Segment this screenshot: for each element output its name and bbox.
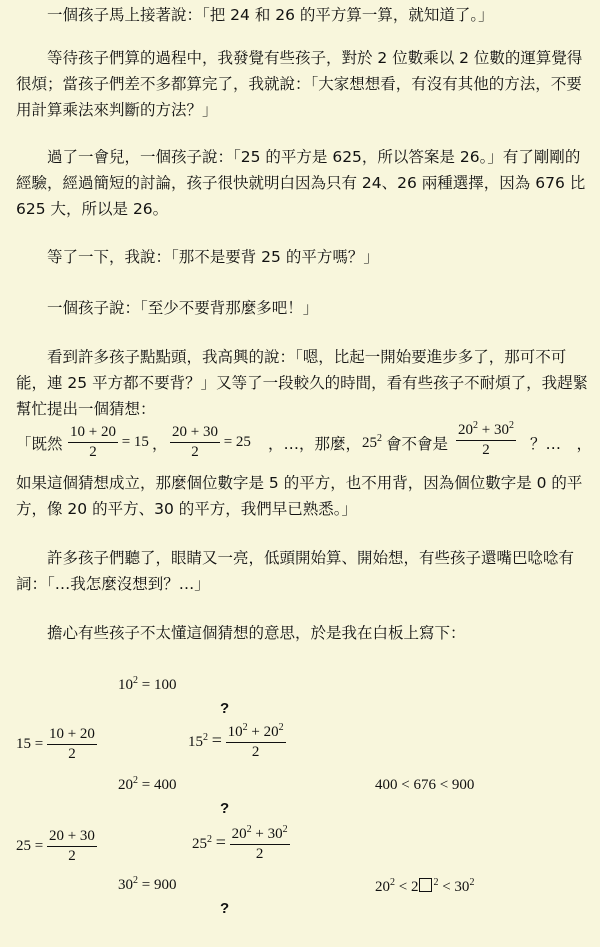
paragraph-8: 許多孩子們聽了，眼睛又一亮，低頭開始算、開始想，有些孩子還嘴巴唸唸有詞：「…我怎麼沒想到？…」 bbox=[16, 549, 575, 593]
conjecture-fraction-2: $\frac{20 + 30}{2}$ = 25 bbox=[172, 424, 251, 460]
conjecture-fraction-3: $\frac{20^2 + 30^2}{2}$ bbox=[458, 420, 514, 458]
board-question-1: ? bbox=[220, 700, 230, 717]
conjecture-square: $25^2$ bbox=[362, 433, 382, 451]
board-line-2-left: 15 = $\frac{10 + 20}{2}$ bbox=[16, 726, 95, 762]
paragraph-6: 看到許多孩子點點頭，我高興的說：「嗯，比起一開始要進步多了，那可不可能，連 25 平方都不要背？」又等了一段較久的時間，看有些孩子不耐煩了，我趕緊幫忙提出一個猜想： bbox=[16, 348, 589, 418]
board-inequality-1: 400 < 676 < 900 bbox=[375, 777, 475, 793]
blank-box bbox=[419, 878, 432, 892]
board-line-4-left: 25 = $\frac{20 + 30}{2}$ bbox=[16, 828, 95, 864]
paragraph-5: 一個孩子說：「至少不要背那麼多吧！」 bbox=[16, 299, 319, 317]
conjecture-close: ？… ， bbox=[530, 435, 593, 453]
paragraph-4: 等了一下，我說：「那不是要背 25 的平方嗎？」 bbox=[16, 248, 379, 266]
board-line-3: $20^2 = 400$ bbox=[118, 775, 177, 793]
paragraph-2: 等待孩子們算的過程中，我發覺有些孩子，對於 2 位數乘以 2 位數的運算覺得很煩；當孩子們差不多都算完了，我就說：「大家想想看，有沒有其他的方法，不要用計算乘法來判斷的方法？」 bbox=[16, 49, 583, 119]
board-line-5: $30^2 = 900$ bbox=[118, 875, 177, 893]
board-line-1: $10^2 = 100$ bbox=[118, 675, 177, 693]
paragraph-9: 擔心有些孩子不太懂這個猜想的意思，於是我在白板上寫下： bbox=[16, 624, 466, 642]
paragraph-7: 如果這個猜想成立，那麼個位數字是 5 的平方，也不用背，因為個位數字是 0 的平方，像 20 的平方、30 的平方，我們早已熟悉。」 bbox=[16, 474, 583, 518]
paragraph-3: 過了一會兒，一個孩子說：「25 的平方是 625，所以答案是 26。」有了剛剛的經驗，經過簡短的討論，孩子很快就明白因為只有 24、26 兩種選擇，因為 676 比 625 大，所以是 26。 bbox=[16, 148, 586, 218]
board-line-4-right: $25^2$ = $\frac{20^2 + 30^2}{2}$ bbox=[192, 824, 288, 862]
paragraph-1: 一個孩子馬上接著說：「把 24 和 26 的平方算一算，就知道了。」 bbox=[16, 6, 494, 24]
conjecture-sep-2: ，…，那麼， bbox=[268, 435, 362, 453]
board-line-2-right: $15^2$ = $\frac{10^2 + 20^2}{2}$ bbox=[188, 722, 284, 760]
conjecture-sep-1: ， bbox=[152, 435, 168, 453]
conjecture-fraction-1: $\frac{10 + 20}{2}$ = 15 bbox=[70, 424, 149, 460]
board-inequality-2: $20^2 < 2$ $^2 < 30^2$ bbox=[375, 877, 475, 895]
board-question-2: ? bbox=[220, 800, 230, 817]
conjecture-open: 「既然 bbox=[16, 435, 63, 453]
board-question-3: ? bbox=[220, 900, 230, 917]
conjecture-ask: 會不會是 bbox=[386, 435, 449, 453]
